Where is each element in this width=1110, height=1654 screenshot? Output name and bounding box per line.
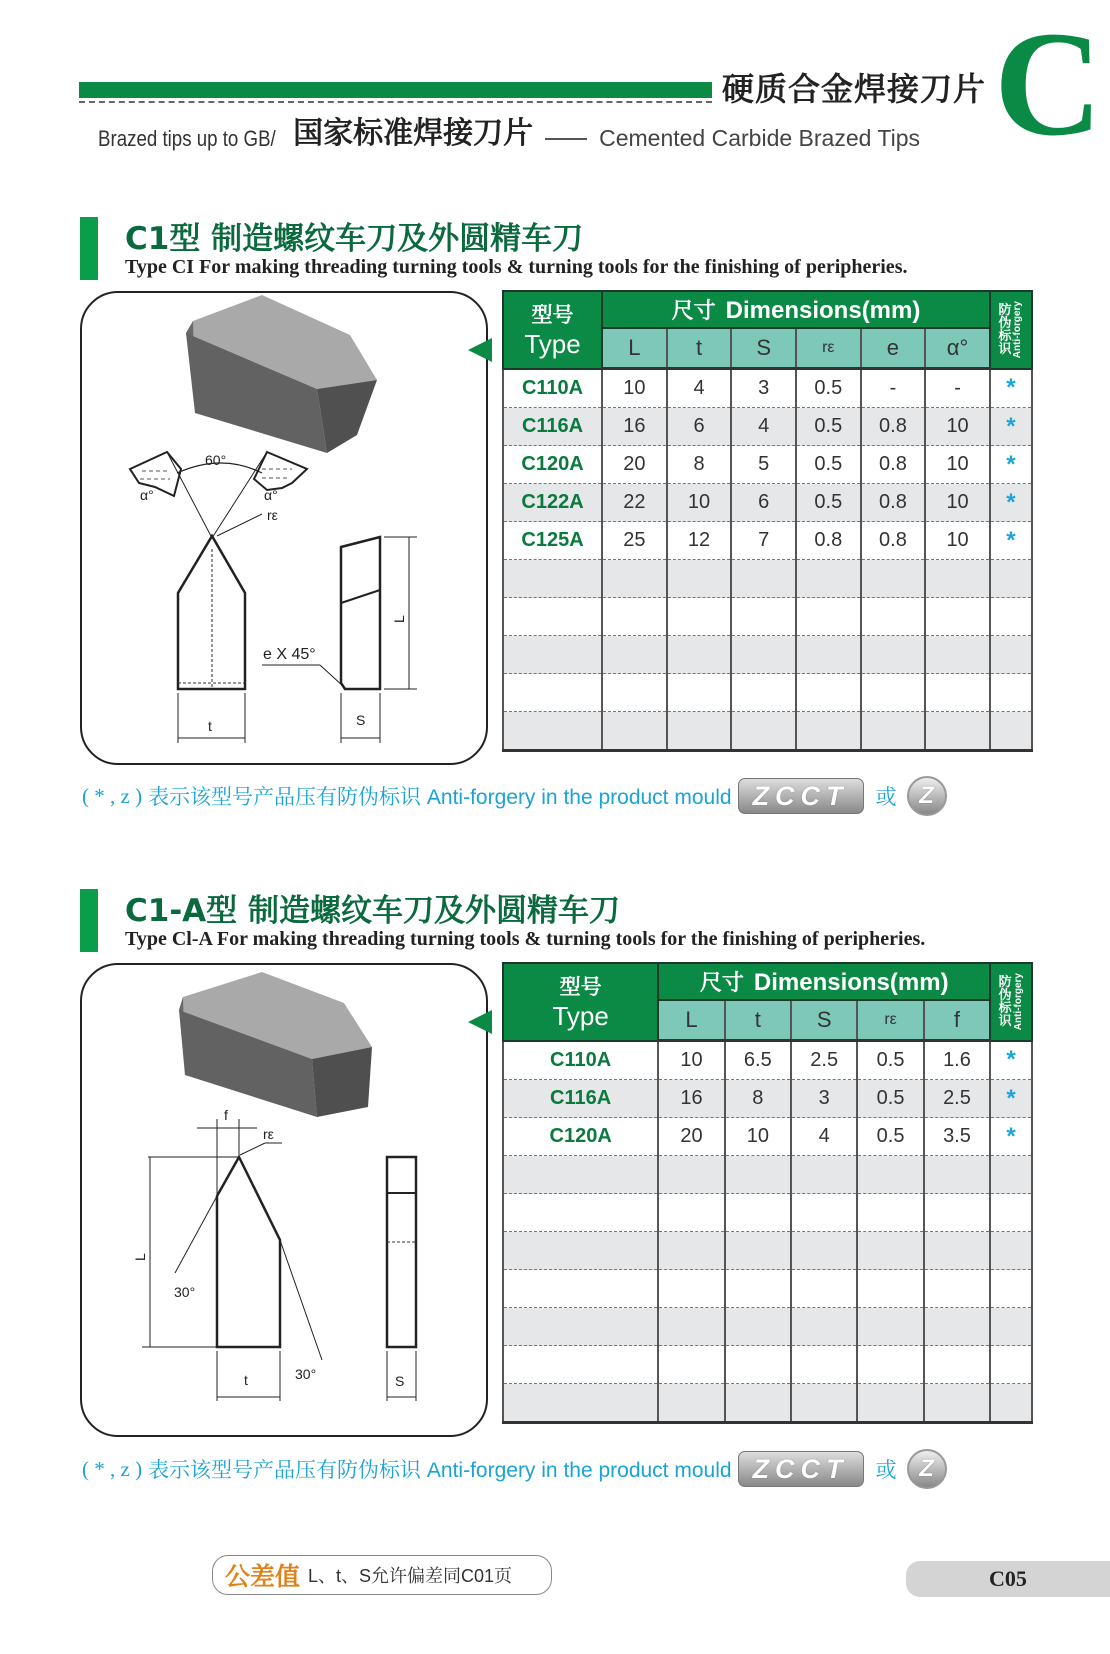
cell: 3.5 (924, 1118, 990, 1156)
c1a-tip-drawing (82, 965, 486, 1435)
note-or: 或 (875, 786, 897, 809)
cell: 22 (602, 484, 667, 522)
section-letter: C (994, 1, 1103, 167)
t-dimension-label: t (208, 718, 212, 734)
type-column-header (503, 963, 658, 1041)
col-header-alpha: α° (925, 328, 990, 369)
section2-drawing-panel (80, 963, 488, 1437)
empty-row (503, 712, 1032, 751)
subtitle-en-prefix: Brazed tips up to GB/ (98, 126, 276, 151)
cell: 2.5 (791, 1041, 857, 1080)
empty-row (503, 1194, 1032, 1232)
col-header-L: L (602, 328, 667, 369)
cell: 2.5 (924, 1080, 990, 1118)
dimensions-header (602, 291, 990, 328)
cell: 0.8 (861, 484, 926, 522)
asterisk-icon: * (990, 1080, 1032, 1118)
type-header-en: Type (524, 329, 581, 360)
cell: 20 (602, 446, 667, 484)
radius-label: rε (267, 507, 278, 523)
cell: 10 (667, 484, 732, 522)
anti-forgery-header-en: Anti-forgery (1012, 973, 1024, 1031)
cell: 6 (667, 408, 732, 446)
cell: 0.5 (857, 1080, 923, 1118)
cell: 25 (602, 522, 667, 560)
alpha-left-label: α° (140, 487, 154, 503)
cell: 10 (925, 408, 990, 446)
type-cell: C110A (503, 1041, 658, 1080)
zcct-logo-icon: ZCCT (738, 778, 864, 814)
asterisk-icon: * (990, 1041, 1032, 1080)
anti-forgery-header-en: Anti-forgery (1012, 301, 1024, 359)
col-header-t: t (667, 328, 732, 369)
table-row (503, 1041, 1032, 1080)
cell: 4 (731, 408, 796, 446)
cell: 1.6 (924, 1041, 990, 1080)
header-green-bar (79, 82, 712, 98)
asterisk-icon: * (990, 484, 1032, 522)
cell: 16 (658, 1080, 724, 1118)
zcct-logo-icon: ZCCT (738, 1451, 864, 1487)
cell: 0.5 (796, 446, 861, 484)
section2-subtitle: Type Cl-A For making threading turning tools & turning tools for the finishing of peripheries. (125, 928, 926, 950)
tolerance-text: L、t、S允许偏差同C01页 (308, 1566, 513, 1586)
dimensions-header-en: Dimensions(mm) (725, 297, 921, 324)
empty-row (503, 560, 1032, 598)
angle-right-label: 30° (295, 1366, 317, 1382)
cell: 8 (667, 446, 732, 484)
section1-drawing-panel (80, 291, 488, 765)
cell: 4 (667, 369, 732, 408)
subtitle-dash (545, 138, 587, 140)
c1-tip-drawing (82, 293, 486, 763)
section2-title: C1-A型 制造螺纹车刀及外圆精车刀 (125, 893, 620, 929)
cell: 8 (725, 1080, 791, 1118)
cell: - (861, 369, 926, 408)
empty-row (503, 1232, 1032, 1270)
subtitle-cn: 国家标准焊接刀片 (293, 116, 534, 151)
col-header-S: S (731, 328, 796, 369)
anti-forgery-header (990, 963, 1032, 1041)
category-title: 硬质合金焊接刀片 (722, 70, 987, 108)
cell: 3 (791, 1080, 857, 1118)
note-text: 表示该型号产品压有防伪标识 Anti-forgery in the product mould (148, 1459, 732, 1482)
note-prefix: ( * , z ) (82, 1456, 143, 1481)
cell: 0.5 (857, 1041, 923, 1080)
type-cell: C120A (503, 446, 602, 484)
empty-row (503, 1308, 1032, 1346)
type-cell: C125A (503, 522, 602, 560)
section1-pointer-arrow (468, 338, 492, 362)
tolerance-label: 公差值 (225, 1562, 301, 1591)
cell: 12 (667, 522, 732, 560)
cell: 3 (731, 369, 796, 408)
chamfer-label: e X 45° (263, 646, 316, 663)
asterisk-icon: * (990, 522, 1032, 560)
table-row (503, 1080, 1032, 1118)
cell: 10 (725, 1118, 791, 1156)
note-or: 或 (875, 1459, 897, 1482)
z-circle-logo-icon: Z (907, 1449, 947, 1489)
cell: 7 (731, 522, 796, 560)
subtitle-en: Cemented Carbide Brazed Tips (599, 125, 920, 151)
header-dashed-rule (79, 101, 712, 103)
cell: 0.8 (861, 408, 926, 446)
anti-forgery-header (990, 291, 1032, 369)
col-header-r: rε (796, 328, 861, 369)
empty-row (503, 598, 1032, 636)
empty-row (503, 1346, 1032, 1384)
z-circle-logo-icon: Z (907, 776, 947, 816)
col-header-e: e (861, 328, 926, 369)
cell: 6.5 (725, 1041, 791, 1080)
cell: 16 (602, 408, 667, 446)
col-header-t: t (725, 1000, 791, 1041)
section2-pointer-arrow (468, 1010, 492, 1034)
type-cell: C120A (503, 1118, 658, 1156)
cell: 0.5 (796, 408, 861, 446)
section2-spec-table (502, 962, 1033, 1424)
table-row (503, 522, 1032, 560)
empty-row (503, 674, 1032, 712)
type-column-header (503, 291, 602, 369)
dimensions-header-en: Dimensions(mm) (753, 969, 949, 996)
note-text: 表示该型号产品压有防伪标识 Anti-forgery in the product mould (148, 786, 732, 809)
empty-row (503, 1270, 1032, 1308)
radius-label: rε (263, 1126, 274, 1142)
L-dimension-label: L (391, 615, 407, 623)
cell: 10 (925, 522, 990, 560)
section1-accent-bar (80, 217, 98, 280)
cell: 0.8 (796, 522, 861, 560)
empty-row (503, 1156, 1032, 1194)
S-dimension-label: S (395, 1373, 405, 1389)
anti-forgery-header-cn: 防伪标识 (998, 974, 1012, 1029)
section2-accent-bar (80, 889, 98, 952)
cell: 10 (925, 484, 990, 522)
asterisk-icon: * (990, 446, 1032, 484)
angle-left-label: 30° (174, 1284, 196, 1300)
section1-spec-table (502, 290, 1033, 752)
table-row (503, 369, 1032, 408)
type-cell: C110A (503, 369, 602, 408)
cell: 4 (791, 1118, 857, 1156)
cell: 0.5 (857, 1118, 923, 1156)
cell: 0.8 (861, 522, 926, 560)
type-header-cn: 型号 (531, 303, 574, 328)
asterisk-icon: * (990, 1118, 1032, 1156)
S-dimension-label: S (356, 712, 366, 728)
asterisk-icon: * (990, 408, 1032, 446)
note-prefix: ( * , z ) (82, 783, 143, 808)
col-header-L: L (658, 1000, 724, 1041)
header-subtitle (98, 108, 920, 152)
empty-row (503, 1384, 1032, 1423)
col-header-f: f (924, 1000, 990, 1041)
page-number: C05 (906, 1561, 1110, 1597)
type-cell: C116A (503, 408, 602, 446)
f-dimension-label: f (224, 1107, 228, 1123)
section1-subtitle: Type CI For making threading turning tools & turning tools for the finishing of peripheries. (125, 256, 908, 278)
type-header-cn: 型号 (559, 975, 602, 1000)
cell: 0.5 (796, 369, 861, 408)
section2-anti-forgery-note (82, 1449, 947, 1489)
cell: 10 (602, 369, 667, 408)
angle-60-label: 60° (205, 452, 227, 468)
type-header-en: Type (552, 1001, 609, 1032)
cell: 10 (658, 1041, 724, 1080)
dimensions-header (658, 963, 990, 1000)
section-letter-logo (994, 1, 1103, 167)
asterisk-icon: * (990, 369, 1032, 408)
col-header-r: rε (857, 1000, 923, 1041)
tolerance-badge (212, 1555, 552, 1595)
table-row (503, 408, 1032, 446)
cell: 0.5 (796, 484, 861, 522)
col-header-S: S (791, 1000, 857, 1041)
table-row (503, 446, 1032, 484)
cell: 10 (925, 446, 990, 484)
dimensions-header-cn: 尺寸 (699, 971, 744, 996)
cell: 5 (731, 446, 796, 484)
L-dimension-label: L (132, 1253, 148, 1261)
alpha-right-label: α° (264, 487, 278, 503)
cell: 0.8 (861, 446, 926, 484)
t-dimension-label: t (244, 1372, 248, 1388)
cell: - (925, 369, 990, 408)
section1-title: C1型 制造螺纹车刀及外圆精车刀 (125, 221, 584, 257)
table-row (503, 1118, 1032, 1156)
empty-row (503, 636, 1032, 674)
cell: 20 (658, 1118, 724, 1156)
cell: 6 (731, 484, 796, 522)
dimensions-header-cn: 尺寸 (671, 299, 716, 324)
anti-forgery-header-cn: 防伪标识 (998, 302, 1012, 357)
type-cell: C122A (503, 484, 602, 522)
type-cell: C116A (503, 1080, 658, 1118)
section1-anti-forgery-note (82, 776, 947, 816)
table-row (503, 484, 1032, 522)
